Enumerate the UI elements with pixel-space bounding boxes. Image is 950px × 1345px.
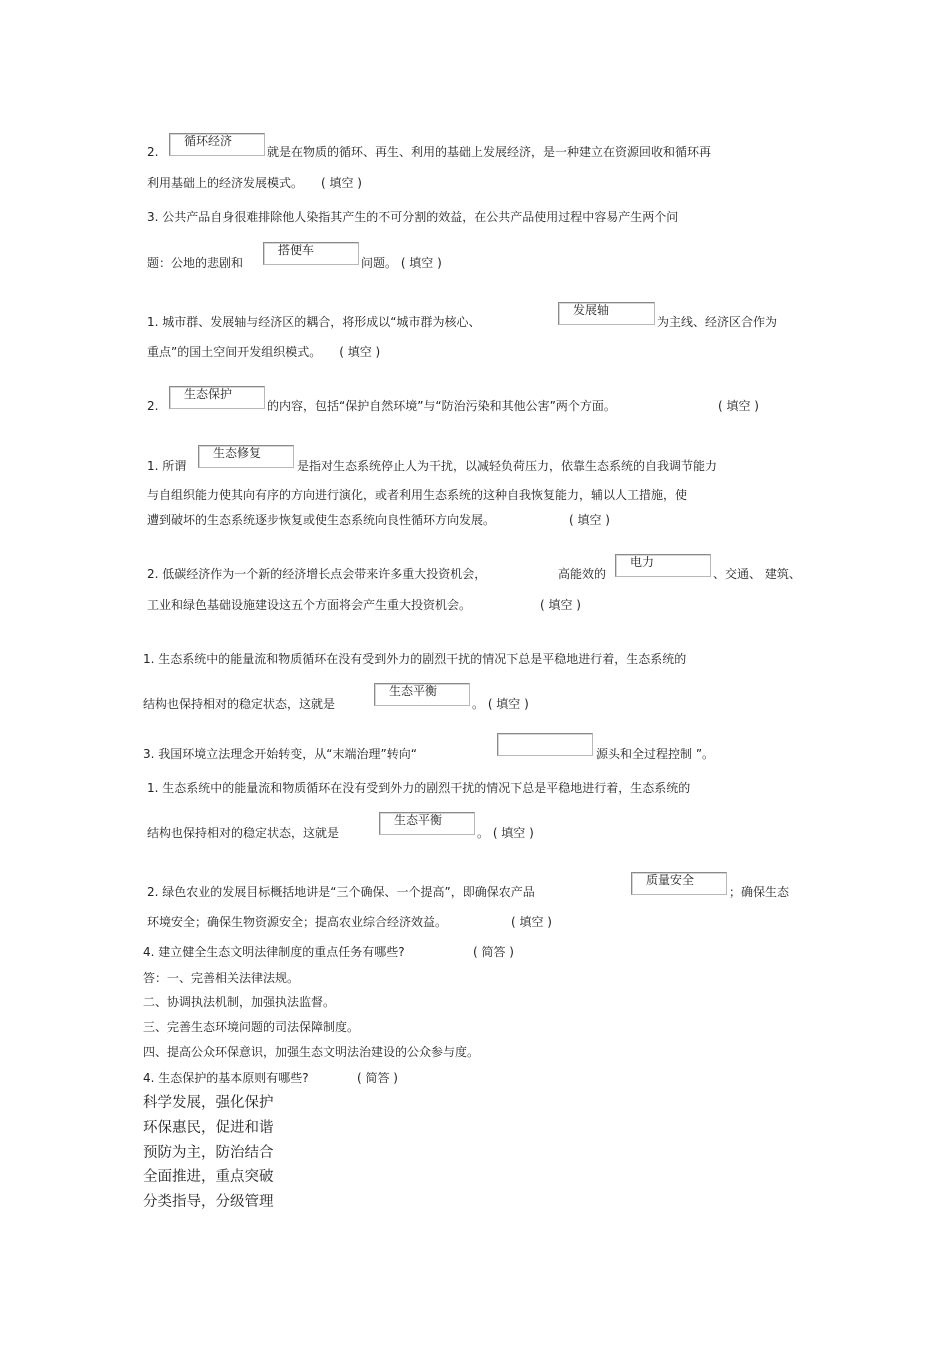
q1-answer-3: 三、完善生态环境问题的司法保障制度。	[143, 1020, 360, 1034]
item-4-number: 2.	[147, 399, 159, 413]
answer-text: 循环经济	[184, 134, 233, 148]
answer-text: 发展轴	[573, 303, 610, 317]
item-2-pre: 题：公地的悲剧和	[147, 256, 244, 270]
answer-box-4[interactable]	[169, 386, 265, 409]
answer-box-9[interactable]	[379, 812, 475, 835]
item-1-text: 就是在物质的循环、再生、利用的基础上发展经济，是一种建立在资源回收和循环再	[267, 145, 712, 159]
item-2-line1: 3. 公共产品自身很难排除他人染指其产生的不可分割的效益，在公共产品使用过程中容易产生两个问	[147, 210, 679, 224]
item-5-line2: 与自组织能力使其向有序的方向进行演化，或者利用生态系统的这种自我恢复能力，辅以人工措施，使	[147, 488, 688, 502]
q2-tag: ( 简答 )	[357, 1071, 398, 1085]
item-3-line2: 重点”的国土空间开发组织模式。 ( 填空 )	[147, 345, 381, 359]
q1-answer-4: 四、提高公众环保意识，加强生态文明法治建设的公众参与度。	[143, 1045, 480, 1059]
item-6-pre2: 高能效的	[558, 567, 607, 581]
q2-question: 4. 生态保护的基本原则有哪些?	[143, 1071, 309, 1085]
item-6-tag: ( 填空 )	[540, 598, 581, 612]
answer-box-1[interactable]	[169, 133, 265, 156]
answer-text: 生态修复	[213, 446, 262, 460]
answer-text: 搭便车	[278, 243, 315, 257]
item-8-pre: 3. 我国环境立法理念开始转变，从“末端治理”转向“	[143, 747, 417, 761]
answer-box-2[interactable]	[263, 242, 359, 265]
item-3-post: 为主线、经济区合作为	[657, 315, 778, 329]
q1-question: 4. 建立健全生态文明法律制度的重点任务有哪些?	[143, 945, 405, 959]
item-10-line2: 环境安全；确保生物资源安全；提高农业综合经济效益。	[147, 915, 448, 929]
q2-answer-5: 分类指导，分级管理	[143, 1194, 274, 1210]
item-9-pre: 结构也保持相对的稳定状态，这就是	[147, 826, 340, 840]
item-6-line2: 工业和绿色基础设施建设这五个方面将会产生重大投资机会。	[147, 598, 472, 612]
answer-text: 生态平衡	[394, 813, 443, 827]
q2-answer-4: 全面推进，重点突破	[143, 1169, 274, 1185]
item-7-line1: 1. 生态系统中的能量流和物质循环在没有受到外力的剧烈干扰的情况下总是平稳地进行着，生态系统的	[143, 652, 687, 666]
item-2-post: 问题。 ( 填空 )	[361, 256, 442, 270]
answer-text: 生态保护	[184, 387, 233, 401]
q2-answer-3: 预防为主，防治结合	[143, 1145, 274, 1161]
item-9-line1: 1. 生态系统中的能量流和物质循环在没有受到外力的剧烈干扰的情况下总是平稳地进行着，生态系统的	[147, 781, 691, 795]
item-1-line2: 利用基础上的经济发展模式。 ( 填空 )	[147, 176, 362, 190]
answer-box-8[interactable]	[497, 733, 593, 756]
item-9-post: 。 ( 填空 )	[477, 826, 534, 840]
item-1-number: 2.	[147, 145, 159, 159]
answer-box-5[interactable]	[198, 445, 294, 468]
answer-box-7[interactable]	[374, 683, 470, 706]
answer-text: 质量安全	[646, 873, 695, 887]
item-4-tag: ( 填空 )	[718, 399, 759, 413]
item-5-pre: 1. 所谓	[147, 459, 187, 473]
item-6-pre: 2. 低碳经济作为一个新的经济增长点会带来许多重大投资机会，	[147, 567, 487, 581]
q1-answer-1: 答：一、完善相关法律法规。	[143, 971, 300, 985]
item-10-post: ；确保生态	[729, 885, 790, 899]
item-8-post: 源头和全过程控制 ”。	[596, 747, 715, 761]
answer-text: 生态平衡	[389, 684, 438, 698]
answer-box-10[interactable]	[631, 872, 727, 895]
item-7-pre: 结构也保持相对的稳定状态，这就是	[143, 697, 336, 711]
item-5-tag: ( 填空 )	[569, 513, 610, 527]
item-7-post: 。 ( 填空 )	[472, 697, 529, 711]
q2-answer-1: 科学发展，强化保护	[143, 1095, 274, 1111]
item-5-post: 是指对生态系统停止人为干扰，以减轻负荷压力，依靠生态系统的自我调节能力	[297, 459, 718, 473]
q1-answer-2: 二、协调执法机制，加强执法监督。	[143, 995, 336, 1009]
q2-answer-2: 环保惠民，促进和谐	[143, 1120, 274, 1136]
item-6-post: 、交通、 建筑、	[713, 567, 801, 581]
item-10-pre: 2. 绿色农业的发展目标概括地讲是“三个确保、一个提高”，即确保农产品	[147, 885, 535, 899]
item-10-tag: ( 填空 )	[511, 915, 552, 929]
item-4-text: 的内容，包括“保护自然环境”与“防治污染和其他公害”两个方面。	[267, 399, 616, 413]
answer-text: 电力	[630, 555, 655, 569]
q1-tag: ( 简答 )	[473, 945, 514, 959]
item-3-pre: 1. 城市群、发展轴与经济区的耦合，将形成以“城市群为核心、	[147, 315, 481, 329]
item-5-line3: 遭到破坏的生态系统逐步恢复或使生态系统向良性循环方向发展。	[147, 513, 496, 527]
answer-box-6[interactable]	[615, 554, 711, 577]
answer-box-3[interactable]	[558, 302, 655, 325]
